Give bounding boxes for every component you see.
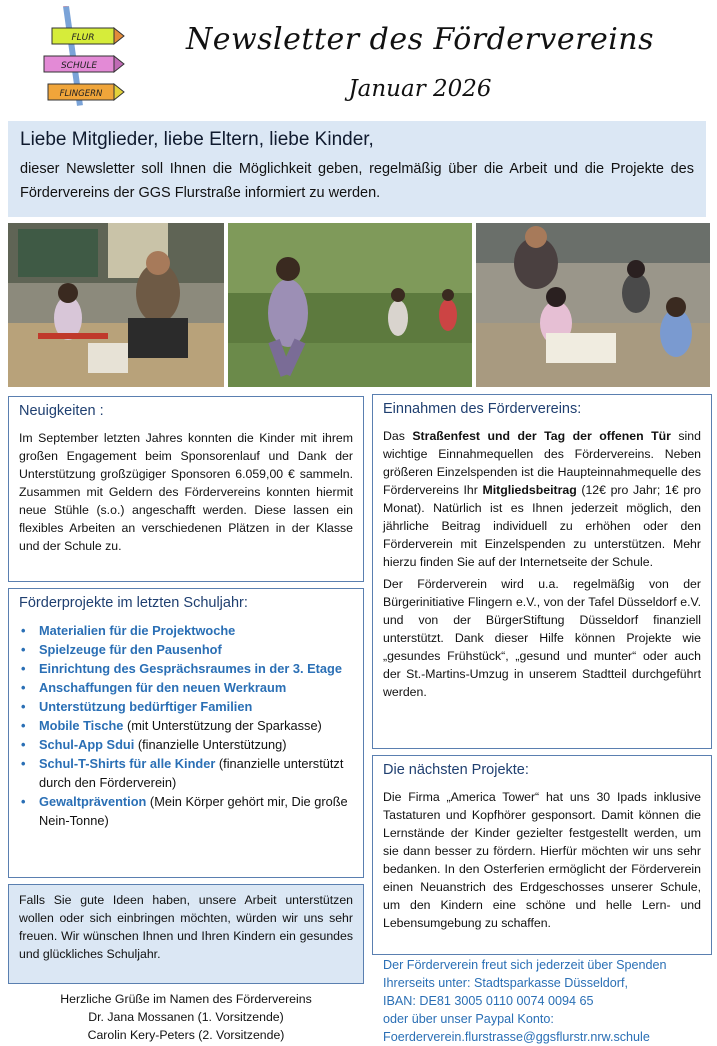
news-section <box>8 396 364 582</box>
news-heading: Neuigkeiten : <box>19 403 104 419</box>
greeting-heading: Liebe Mitglieder, liebe Eltern, liebe Kinder, <box>20 129 374 150</box>
next-text: Die Firma „America Tower“ hat uns 30 Ipads inklusive Tastaturen und Kopfhörer gesponsort. Damit können die Lernstände der Kinder gezielter festgestellt werden, um sie dann besser zu fördern. Hierfür möchten wir uns sehr bedanken. In den Osterferien ermöglicht der Förderverein einen Neuanstrich des Erdgeschosses unserer Schule, um den Kindern eine schöne und helle Lern- und Lebensumgebung zu schaffen. <box>383 790 701 930</box>
svg-text:SCHULE: SCHULE <box>60 61 98 71</box>
next-heading: Die nächsten Projekte: <box>383 762 529 778</box>
news-text: Im September letzten Jahres konnten die Kinder mit ihrem großen Engagement beim Sponsorenlauf und Dank der Unterstützung großzügiger Sponsoren 6.059,00 € sammeln. Zusammen mit Geldern des Fördervereins konnten hiermit neue Stühle (s.o.) angeschafft werden. Diese lassen ein flexibles Arbeiten an verschiedenen Plätzen in der Klasse und der Schule zu. <box>19 431 353 553</box>
chair-2: Carolin Kery-Peters (2. Vorsitzende) <box>87 1028 285 1042</box>
newsletter-month: Januar 2026 <box>348 76 492 102</box>
newsletter-title: Newsletter des Fördervereins <box>185 22 655 57</box>
projects-heading: Förderprojekte im letzten Schuljahr: <box>19 595 248 611</box>
sign-flur <box>52 28 124 44</box>
donation-line-2: Ihrerseits unter: Stadtsparkasse Düsseldorf, <box>383 976 628 990</box>
ideas-text: Falls Sie gute Ideen haben, unsere Arbeit unterstützen wollen oder sich einbringen möchten, würden wir uns sehr freuen. Wir wünschen Ihnen und Ihren Kindern ein gesundes und glückliches Schuljahr. <box>19 893 353 961</box>
projects-section <box>8 588 364 878</box>
next-projects-section <box>372 755 712 955</box>
chair-1: Dr. Jana Mossanen (1. Vorsitzende) <box>88 1010 284 1024</box>
list-item: • Anschaffungen für den neuen Werkraum <box>39 678 353 697</box>
list-item: • Gewaltprävention (Mein Körper gehört mir, Die große Nein-Tonne) <box>39 792 353 830</box>
svg-text:FLUR: FLUR <box>71 33 95 43</box>
sign-flingern <box>48 84 124 100</box>
donation-line-1: Der Förderverein freut sich jederzeit über Spenden <box>383 958 667 972</box>
ideas-callout <box>8 884 364 984</box>
list-item: • Unterstützung bedürftiger Familien <box>39 697 353 716</box>
list-item: • Materialien für die Projektwoche <box>39 621 353 640</box>
sign-schule <box>44 56 124 72</box>
iban: IBAN: DE81 3005 0110 0074 0094 65 <box>383 994 594 1008</box>
list-item: • Einrichtung des Gesprächsraumes in der 3. Etage <box>39 659 353 678</box>
photo-classroom-2 <box>476 223 710 387</box>
intro-banner <box>8 121 706 217</box>
list-item: • Schul-T-Shirts für alle Kinder (finanzielle unterstützt durch den Förderverein) <box>39 754 353 792</box>
donation-info <box>383 956 713 1046</box>
list-item: • Mobile Tische (mit Unterstützung der Sparkasse) <box>39 716 353 735</box>
projects-list <box>19 621 353 830</box>
greeting-line: Herzliche Grüße im Namen des Fördervereins <box>60 992 312 1006</box>
photo-sponsor-run <box>228 223 472 387</box>
list-item: • Schul-App Sdui (finanzielle Unterstützung) <box>39 735 353 754</box>
photo-classroom-1 <box>8 223 224 387</box>
intro-text: dieser Newsletter soll Ihnen die Möglichkeit geben, regelmäßig über die Arbeit und die Projekte des Fördervereins der GGS Flurstraße informiert zu werden. <box>20 161 694 201</box>
list-item: • Spielzeuge für den Pausenhof <box>39 640 353 659</box>
paypal-label: oder über unser Paypal Konto: <box>383 1012 554 1026</box>
school-signpost-logo <box>40 6 140 106</box>
income-section <box>372 394 712 749</box>
svg-text:FLINGERN: FLINGERN <box>59 89 103 99</box>
income-text-2: Der Förderverein wird u.a. regelmäßig von der Bürgerinitiative Flingern e.V., von der Tafel Düsseldorf e.V. und von der BürgerStiftung Düsseldorf finanziell unterstützt. Dank dieser Hilfe können Projekte wie „gesundes Frühstück“, „gesund und munter“ oder auch der St.-Martins-Umzug in unserem Stadtteil durchgeführt werden. <box>383 577 701 699</box>
income-text-1: Das Straßenfest und der Tag der offenen Tür sind wichtige Einnahmequellen des Fördervereins. Neben größeren Einzelspenden ist die Haupteinnahmequelle des Fördervereins Ihr Mitgliedsbeitrag (12€ pro Jahr; 1€ pro Monat). Natürlich ist es Ihnen jederzeit möglich, den jährliche Beitrag individuell zu erhöhen oder den Förderverein mit Einzelspenden zu unterstützen. Mehr hierzu finden Sie auf der Internetseite der Schule. <box>383 429 701 569</box>
income-heading: Einnahmen des Fördervereins: <box>383 401 582 417</box>
paypal-email[interactable]: Foerderverein.flurstrasse@ggsflurstr.nrw.schule <box>383 1030 650 1044</box>
signature-block <box>8 990 364 1044</box>
